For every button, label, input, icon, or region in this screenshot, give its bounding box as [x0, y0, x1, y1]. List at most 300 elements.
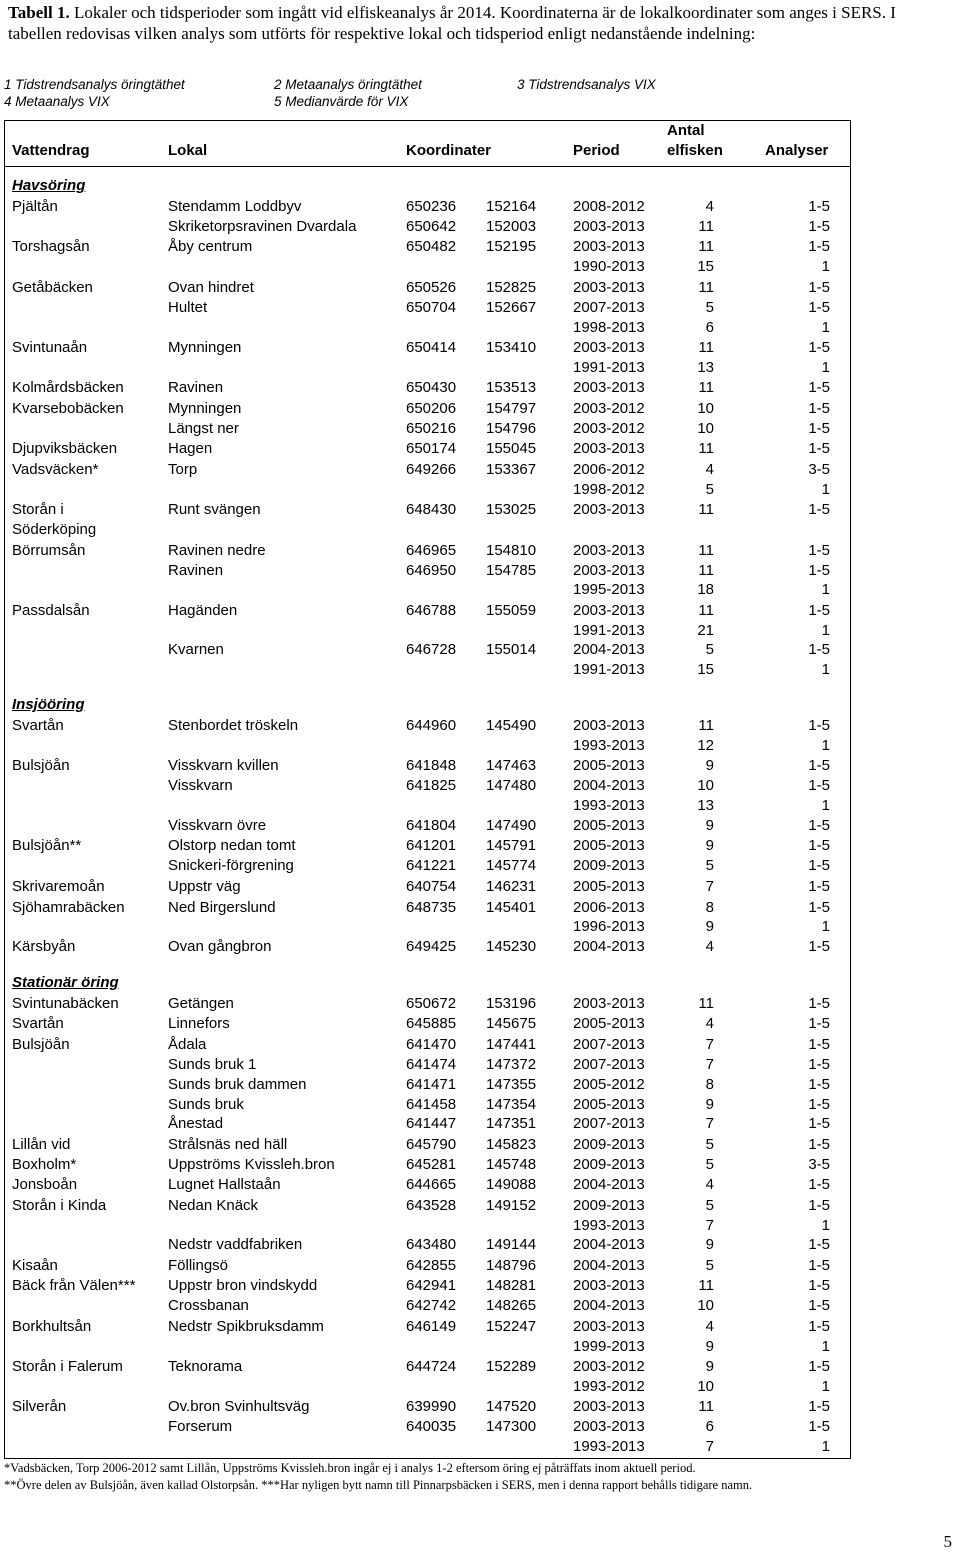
cell-lokal: Crossbanan — [168, 1297, 249, 1314]
cell-antal: 9 — [705, 817, 714, 834]
cell-period: 2007-2013 — [573, 1056, 645, 1073]
cell-koordinat-y: 152003 — [486, 218, 537, 235]
cell-period: 2003-2012 — [573, 1358, 645, 1375]
cell-lokal: Mynningen — [168, 400, 242, 417]
cell-koordinat-x: 646149 — [406, 1318, 457, 1335]
cell-vattendrag: Djupviksbäcken — [12, 440, 118, 457]
cell-koordinat-x: 641471 — [406, 1076, 457, 1093]
cell-koordinat-x: 641474 — [406, 1056, 457, 1073]
cell-koordinat-y: 149144 — [486, 1236, 537, 1253]
cell-analyser: 1-5 — [808, 1115, 830, 1132]
caption-label: Tabell 1. — [8, 3, 70, 22]
cell-analyser: 1-5 — [808, 1277, 830, 1294]
cell-analyser: 1-5 — [808, 542, 830, 559]
cell-vattendrag: Getåbäcken — [12, 279, 93, 296]
cell-antal: 4 — [705, 461, 714, 478]
cell-koordinat-x: 650206 — [406, 400, 457, 417]
cell-antal: 5 — [705, 857, 714, 874]
cell-period: 1990-2013 — [573, 258, 645, 275]
cell-period: 1998-2012 — [573, 481, 645, 498]
cell-antal: 9 — [705, 1096, 714, 1113]
cell-lokal: Uppstr väg — [168, 878, 241, 895]
cell-antal: 18 — [697, 581, 714, 598]
cell-lokal: Sunds bruk 1 — [168, 1056, 257, 1073]
cell-lokal: Linnefors — [168, 1015, 230, 1032]
cell-vattendrag: Söderköping — [12, 521, 97, 538]
cell-koordinat-y: 148265 — [486, 1297, 537, 1314]
cell-antal: 8 — [705, 899, 714, 916]
cell-koordinat-x: 650174 — [406, 440, 457, 457]
cell-lokal: Snickeri-förgrening — [168, 857, 294, 874]
cell-koordinat-x: 643480 — [406, 1236, 457, 1253]
cell-vattendrag: Storån i — [12, 501, 64, 518]
cell-lokal: Visskvarn kvillen — [168, 757, 279, 774]
cell-antal: 11 — [698, 995, 714, 1012]
cell-analyser: 1 — [821, 797, 830, 814]
cell-koordinat-x: 650482 — [406, 238, 457, 255]
legend-row — [4, 76, 764, 93]
cell-analyser: 1-5 — [808, 817, 830, 834]
cell-analyser: 1-5 — [808, 1257, 830, 1274]
legend-item: 2 Metaanalys öringtäthet — [274, 77, 422, 92]
cell-koordinat-x: 648735 — [406, 899, 457, 916]
cell-koordinat-x: 641221 — [406, 857, 457, 874]
cell-period: 2006-2013 — [573, 899, 645, 916]
cell-period: 2003-2013 — [573, 279, 645, 296]
cell-lokal: Hagänden — [168, 602, 238, 619]
cell-koordinat-x: 641825 — [406, 777, 457, 794]
cell-analyser: 3-5 — [808, 1156, 830, 1173]
cell-analyser: 1-5 — [808, 1136, 830, 1153]
cell-lokal: Teknorama — [168, 1358, 243, 1375]
cell-koordinat-x: 650414 — [406, 339, 457, 356]
cell-koordinat-x: 645790 — [406, 1136, 457, 1153]
cell-koordinat-y: 147372 — [486, 1056, 537, 1073]
cell-koordinat-x: 640754 — [406, 878, 457, 895]
cell-analyser: 1-5 — [808, 339, 830, 356]
cell-period: 2009-2013 — [573, 857, 645, 874]
cell-koordinat-x: 642941 — [406, 1277, 457, 1294]
cell-antal: 6 — [705, 319, 714, 336]
cell-koordinat-x: 639990 — [406, 1398, 457, 1415]
cell-lokal: Torp — [168, 461, 198, 478]
cell-period: 2009-2013 — [573, 1156, 645, 1173]
cell-antal: 21 — [697, 622, 714, 639]
cell-koordinat-x: 649266 — [406, 461, 457, 478]
cell-analyser: 1-5 — [808, 1297, 830, 1314]
cell-period: 2009-2013 — [573, 1197, 645, 1214]
cell-vattendrag: Storån i Falerum — [12, 1358, 123, 1375]
cell-period: 1995-2013 — [573, 581, 645, 598]
cell-koordinat-x: 649425 — [406, 938, 457, 955]
cell-analyser: 1-5 — [808, 440, 830, 457]
cell-koordinat-x: 641458 — [406, 1096, 457, 1113]
cell-period: 2003-2012 — [573, 400, 645, 417]
cell-koordinat-y: 153025 — [486, 501, 537, 518]
cell-analyser: 1-5 — [808, 1418, 830, 1435]
cell-koordinat-y: 147520 — [486, 1398, 537, 1415]
cell-analyser: 1-5 — [808, 198, 830, 215]
cell-koordinat-x: 650526 — [406, 279, 457, 296]
cell-analyser: 1-5 — [808, 1398, 830, 1415]
cell-period: 1993-2012 — [573, 1378, 645, 1395]
cell-period: 2003-2013 — [573, 542, 645, 559]
cell-koordinat-y: 147351 — [486, 1115, 537, 1132]
cell-koordinat-x: 641470 — [406, 1036, 457, 1053]
cell-analyser: 1 — [821, 661, 830, 678]
cell-period: 2007-2013 — [573, 1115, 645, 1132]
cell-period: 2004-2013 — [573, 1257, 645, 1274]
cell-analyser: 3-5 — [808, 461, 830, 478]
cell-koordinat-x: 644960 — [406, 717, 457, 734]
cell-antal: 9 — [705, 1338, 714, 1355]
analysis-legend — [4, 76, 764, 110]
cell-antal: 11 — [698, 218, 714, 235]
cell-koordinat-x: 644665 — [406, 1176, 457, 1193]
cell-koordinat-y: 148796 — [486, 1257, 537, 1274]
cell-period: 2005-2013 — [573, 817, 645, 834]
cell-antal: 15 — [697, 661, 714, 678]
cell-vattendrag: Skrivaremoån — [12, 878, 105, 895]
cell-analyser: 1 — [821, 1378, 830, 1395]
cell-antal: 7 — [705, 1438, 714, 1455]
cell-period: 2008-2012 — [573, 198, 645, 215]
cell-antal: 11 — [698, 440, 714, 457]
cell-vattendrag: Sjöhamrabäcken — [12, 899, 125, 916]
cell-koordinat-y: 145230 — [486, 938, 537, 955]
cell-antal: 10 — [697, 777, 714, 794]
cell-lokal: Ovan gångbron — [168, 938, 272, 955]
cell-period: 1991-2013 — [573, 359, 645, 376]
cell-koordinat-y: 146231 — [486, 878, 537, 895]
cell-period: 2003-2013 — [573, 995, 645, 1012]
cell-analyser: 1-5 — [808, 878, 830, 895]
cell-antal: 5 — [705, 481, 714, 498]
cell-lokal: Ravinen nedre — [168, 542, 266, 559]
cell-analyser: 1-5 — [808, 1036, 830, 1053]
page-number: 5 — [943, 1532, 952, 1551]
cell-lokal: Getängen — [168, 995, 234, 1012]
cell-lokal: Forserum — [168, 1418, 233, 1435]
header-elfisken: elfisken — [667, 142, 723, 159]
cell-period: 2003-2013 — [573, 339, 645, 356]
cell-lokal: Olstorp nedan tomt — [168, 837, 296, 854]
cell-koordinat-y: 147480 — [486, 777, 537, 794]
cell-koordinat-y: 152247 — [486, 1318, 537, 1335]
footnote: **Övre delen av Bulsjöån, även kallad Olstorpsån. ***Har nyligen bytt namn till Pinnarpsbäcken i SERS, men i denna rapport behålls tidigare namn. — [4, 1478, 753, 1492]
cell-vattendrag: Lillån vid — [12, 1136, 71, 1153]
cell-lokal: Föllingsö — [168, 1257, 229, 1274]
cell-period: 2003-2013 — [573, 501, 645, 518]
cell-antal: 9 — [705, 757, 714, 774]
cell-lokal: Nedstr vaddfabriken — [168, 1236, 303, 1253]
table-caption — [8, 2, 948, 44]
cell-analyser: 1-5 — [808, 1176, 830, 1193]
cell-lokal: Skriketorpsravinen Dvardala — [168, 218, 357, 235]
cell-antal: 5 — [705, 1136, 714, 1153]
cell-period: 2003-2013 — [573, 602, 645, 619]
cell-analyser: 1-5 — [808, 938, 830, 955]
cell-period: 2003-2013 — [573, 218, 645, 235]
cell-period: 1993-2013 — [573, 1438, 645, 1455]
cell-antal: 10 — [697, 1297, 714, 1314]
cell-period: 2003-2013 — [573, 379, 645, 396]
cell-antal: 11 — [698, 501, 714, 518]
cell-analyser: 1-5 — [808, 717, 830, 734]
cell-lokal: Stendamm Loddbyv — [168, 198, 302, 215]
footnote: *Vadsbäcken, Torp 2006-2012 samt Lillån, Uppströms Kvissleh.bron ingår ej i analys 1-2 eftersom öring ej påträffats inom aktuell period. — [4, 1461, 696, 1475]
cell-analyser: 1-5 — [808, 562, 830, 579]
cell-lokal: Strålsnäs ned häll — [168, 1136, 288, 1153]
cell-vattendrag: Passdalsån — [12, 602, 90, 619]
cell-antal: 5 — [705, 1257, 714, 1274]
cell-antal: 7 — [705, 1036, 714, 1053]
cell-antal: 5 — [705, 641, 714, 658]
cell-vattendrag: Pjältån — [12, 198, 58, 215]
cell-period: 1999-2013 — [573, 1338, 645, 1355]
cell-antal: 6 — [705, 1418, 714, 1435]
cell-period: 2005-2013 — [573, 837, 645, 854]
cell-koordinat-x: 650216 — [406, 420, 457, 437]
cell-antal: 12 — [697, 737, 714, 754]
cell-period: 2003-2013 — [573, 717, 645, 734]
cell-analyser: 1-5 — [808, 777, 830, 794]
legend-item: 3 Tidstrendsanalys VIX — [517, 77, 656, 92]
cell-koordinat-x: 650430 — [406, 379, 457, 396]
cell-antal: 10 — [697, 400, 714, 417]
cell-vattendrag: Börrumsån — [12, 542, 86, 559]
cell-lokal: Uppströms Kvissleh.bron — [168, 1156, 335, 1173]
cell-antal: 11 — [698, 238, 714, 255]
cell-antal: 4 — [705, 938, 714, 955]
cell-analyser: 1-5 — [808, 1096, 830, 1113]
cell-koordinat-x: 645885 — [406, 1015, 457, 1032]
cell-lokal: Nedstr Spikbruksdamm — [168, 1318, 324, 1335]
cell-vattendrag: Svartån — [12, 1015, 64, 1032]
cell-period: 2003-2013 — [573, 1277, 645, 1294]
cell-antal: 9 — [705, 837, 714, 854]
cell-koordinat-y: 152289 — [486, 1358, 537, 1375]
legend-item: 1 Tidstrendsanalys öringtäthet — [4, 77, 185, 92]
section-heading: Insjööring — [12, 696, 85, 713]
section-heading: Stationär öring — [12, 974, 119, 991]
cell-koordinat-y: 145490 — [486, 717, 537, 734]
cell-analyser: 1-5 — [808, 1358, 830, 1375]
cell-period: 1996-2013 — [573, 918, 645, 935]
cell-antal: 7 — [705, 1115, 714, 1132]
cell-vattendrag: Bulsjöån** — [12, 837, 82, 854]
cell-lokal: Ånestad — [168, 1115, 224, 1132]
cell-lokal: Uppstr bron vindskydd — [168, 1277, 318, 1294]
cell-koordinat-y: 145791 — [486, 837, 537, 854]
cell-analyser: 1 — [821, 258, 830, 275]
cell-koordinat-y: 152164 — [486, 198, 537, 215]
cell-koordinat-y: 145675 — [486, 1015, 537, 1032]
cell-period: 2004-2013 — [573, 1176, 645, 1193]
cell-koordinat-y: 155014 — [486, 641, 537, 658]
cell-period: 2006-2012 — [573, 461, 645, 478]
cell-koordinat-y: 147355 — [486, 1076, 537, 1093]
cell-antal: 7 — [705, 1056, 714, 1073]
cell-analyser: 1 — [821, 359, 830, 376]
cell-koordinat-y: 152667 — [486, 299, 537, 316]
cell-period: 1993-2013 — [573, 737, 645, 754]
cell-period: 2004-2013 — [573, 1236, 645, 1253]
cell-koordinat-x: 650704 — [406, 299, 457, 316]
header-vattendrag: Vattendrag — [12, 142, 90, 159]
cell-antal: 7 — [705, 1217, 714, 1234]
cell-analyser: 1-5 — [808, 1197, 830, 1214]
cell-analyser: 1 — [821, 918, 830, 935]
cell-analyser: 1 — [821, 1438, 830, 1455]
cell-antal: 9 — [705, 918, 714, 935]
cell-koordinat-x: 650236 — [406, 198, 457, 215]
cell-period: 2005-2012 — [573, 1076, 645, 1093]
cell-koordinat-y: 155045 — [486, 440, 537, 457]
cell-analyser: 1 — [821, 481, 830, 498]
header-period: Period — [573, 142, 620, 159]
cell-vattendrag: Svintunabäcken — [12, 995, 119, 1012]
legend-row — [4, 93, 764, 110]
cell-antal: 5 — [705, 1156, 714, 1173]
cell-analyser: 1 — [821, 581, 830, 598]
cell-period: 2003-2013 — [573, 1398, 645, 1415]
cell-koordinat-x: 644724 — [406, 1358, 457, 1375]
cell-lokal: Hultet — [168, 299, 208, 316]
cell-period: 2003-2013 — [573, 238, 645, 255]
cell-antal: 7 — [705, 878, 714, 895]
cell-analyser: 1-5 — [808, 379, 830, 396]
cell-period: 2003-2013 — [573, 562, 645, 579]
cell-period: 1991-2013 — [573, 622, 645, 639]
cell-analyser: 1 — [821, 1338, 830, 1355]
cell-analyser: 1-5 — [808, 1318, 830, 1335]
cell-period: 2003-2012 — [573, 420, 645, 437]
cell-lokal: Kvarnen — [168, 641, 224, 658]
section-heading: Havsöring — [12, 177, 86, 194]
cell-analyser: 1-5 — [808, 1015, 830, 1032]
cell-koordinat-x: 642742 — [406, 1297, 457, 1314]
cell-koordinat-y: 152195 — [486, 238, 537, 255]
cell-antal: 4 — [705, 198, 714, 215]
cell-period: 1993-2013 — [573, 1217, 645, 1234]
cell-koordinat-y: 154785 — [486, 562, 537, 579]
cell-koordinat-y: 145823 — [486, 1136, 537, 1153]
cell-antal: 11 — [698, 339, 714, 356]
cell-analyser: 1-5 — [808, 279, 830, 296]
cell-antal: 9 — [705, 1236, 714, 1253]
cell-period: 1998-2013 — [573, 319, 645, 336]
cell-vattendrag: Bäck från Välen*** — [12, 1277, 136, 1294]
cell-antal: 5 — [705, 299, 714, 316]
cell-antal: 11 — [698, 379, 714, 396]
cell-koordinat-x: 646965 — [406, 542, 457, 559]
cell-koordinat-x: 642855 — [406, 1257, 457, 1274]
cell-koordinat-y: 154810 — [486, 542, 537, 559]
cell-lokal: Ådala — [168, 1036, 207, 1053]
cell-antal: 13 — [697, 359, 714, 376]
cell-analyser: 1-5 — [808, 1056, 830, 1073]
cell-koordinat-y: 145748 — [486, 1156, 537, 1173]
cell-lokal: Hagen — [168, 440, 213, 457]
cell-koordinat-y: 153410 — [486, 339, 537, 356]
cell-koordinat-y: 154796 — [486, 420, 537, 437]
cell-vattendrag: Bulsjöån — [12, 757, 70, 774]
header-divider — [4, 166, 851, 167]
cell-antal: 13 — [697, 797, 714, 814]
cell-antal: 8 — [705, 1076, 714, 1093]
header-lokal: Lokal — [168, 142, 208, 159]
cell-vattendrag: Storån i Kinda — [12, 1197, 107, 1214]
cell-koordinat-y: 147490 — [486, 817, 537, 834]
cell-analyser: 1 — [821, 1217, 830, 1234]
cell-analyser: 1-5 — [808, 420, 830, 437]
cell-antal: 11 — [698, 1398, 714, 1415]
cell-vattendrag: Svintunaån — [12, 339, 88, 356]
cell-analyser: 1-5 — [808, 238, 830, 255]
cell-koordinat-x: 650642 — [406, 218, 457, 235]
cell-antal: 4 — [705, 1318, 714, 1335]
cell-vattendrag: Boxholm* — [12, 1156, 77, 1173]
cell-koordinat-x: 646788 — [406, 602, 457, 619]
header-analyser: Analyser — [765, 142, 829, 159]
cell-antal: 11 — [698, 279, 714, 296]
cell-antal: 11 — [698, 602, 714, 619]
cell-analyser: 1-5 — [808, 857, 830, 874]
cell-koordinat-y: 155059 — [486, 602, 537, 619]
cell-lokal: Lugnet Hallstaån — [168, 1176, 281, 1193]
cell-period: 2005-2013 — [573, 757, 645, 774]
cell-koordinat-y: 149152 — [486, 1197, 537, 1214]
cell-period: 2004-2013 — [573, 938, 645, 955]
cell-analyser: 1-5 — [808, 299, 830, 316]
legend-item: 5 Medianvärde för VIX — [274, 94, 409, 109]
cell-analyser: 1-5 — [808, 995, 830, 1012]
cell-koordinat-x: 641804 — [406, 817, 457, 834]
cell-antal: 5 — [705, 1197, 714, 1214]
cell-analyser: 1 — [821, 319, 830, 336]
cell-period: 2005-2013 — [573, 1015, 645, 1032]
cell-koordinat-y: 148281 — [486, 1277, 537, 1294]
cell-koordinat-x: 641447 — [406, 1115, 457, 1132]
cell-koordinat-x: 641201 — [406, 837, 457, 854]
cell-koordinat-y: 147463 — [486, 757, 537, 774]
cell-lokal: Mynningen — [168, 339, 242, 356]
cell-lokal: Sunds bruk dammen — [168, 1076, 307, 1093]
cell-koordinat-x: 648430 — [406, 501, 457, 518]
cell-analyser: 1 — [821, 622, 830, 639]
cell-koordinat-y: 149088 — [486, 1176, 537, 1193]
cell-koordinat-y: 152825 — [486, 279, 537, 296]
cell-koordinat-y: 147354 — [486, 1096, 537, 1113]
header-antal: Antal — [667, 122, 705, 139]
cell-period: 2007-2013 — [573, 1036, 645, 1053]
header-koordinater: Koordinater — [406, 142, 492, 159]
cell-koordinat-y: 153513 — [486, 379, 537, 396]
cell-vattendrag: Vadsväcken* — [12, 461, 99, 478]
cell-analyser: 1-5 — [808, 899, 830, 916]
cell-lokal: Stenbordet tröskeln — [168, 717, 299, 734]
cell-antal: 10 — [697, 420, 714, 437]
cell-period: 2003-2013 — [573, 1418, 645, 1435]
cell-koordinat-y: 153196 — [486, 995, 537, 1012]
cell-antal: 11 — [698, 717, 714, 734]
cell-vattendrag: Kolmårdsbäcken — [12, 379, 124, 396]
cell-koordinat-y: 145401 — [486, 899, 537, 916]
cell-antal: 11 — [698, 562, 714, 579]
cell-antal: 15 — [697, 258, 714, 275]
cell-vattendrag: Silverån — [12, 1398, 67, 1415]
